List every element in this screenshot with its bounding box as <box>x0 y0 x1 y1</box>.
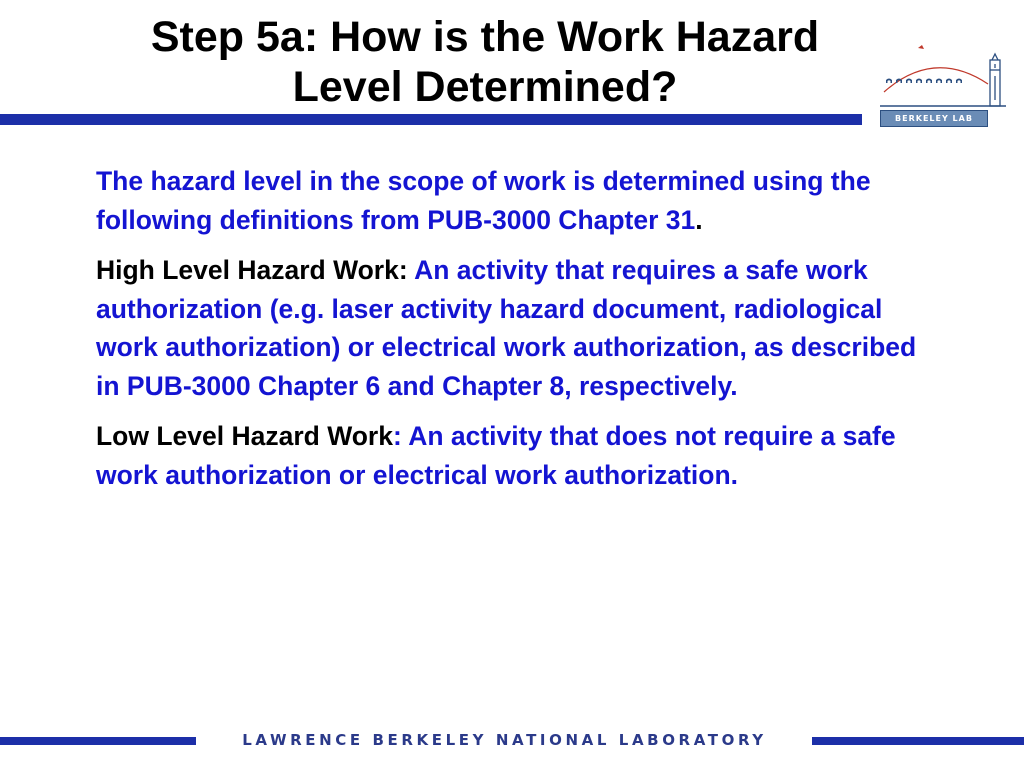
slide-title <box>60 12 910 112</box>
footer-lab-name: LAWRENCE BERKELEY NATIONAL LABORATORY <box>242 731 767 749</box>
slide-title-line-2: Level Determined? <box>292 63 678 111</box>
footer-divider-right <box>812 737 1024 745</box>
intro-paragraph <box>96 162 926 239</box>
slide-body <box>96 162 926 506</box>
intro-text: The hazard level in the scope of work is determined using the following definitions from PUB-3000 Chapter 31 <box>96 166 871 235</box>
high-level-hazard-label: High Level Hazard Work: <box>96 255 415 285</box>
berkeley-lab-logo-icon <box>876 40 1016 130</box>
intro-period: . <box>695 204 703 235</box>
low-level-hazard-paragraph <box>96 417 926 494</box>
high-level-hazard-definition: An activity that requires a safe work authorization (e.g. laser activity hazard document, radiological work authorization) or electrical work authorization, as described in PUB-3000 Chapter 6 and Chapter 8, respectively. <box>96 255 917 401</box>
slide-title-line-1: Step 5a: How is the Work Hazard <box>150 13 820 61</box>
high-level-hazard-paragraph <box>96 251 926 405</box>
low-level-hazard-label: Low Level Hazard Work <box>96 421 393 451</box>
low-level-hazard-definition: : An activity that does not require a safe work authorization or electrical work authorization. <box>96 421 896 490</box>
logo-label: BERKELEY LAB <box>880 110 988 127</box>
header-divider <box>0 114 862 125</box>
footer-divider-left <box>0 737 196 745</box>
